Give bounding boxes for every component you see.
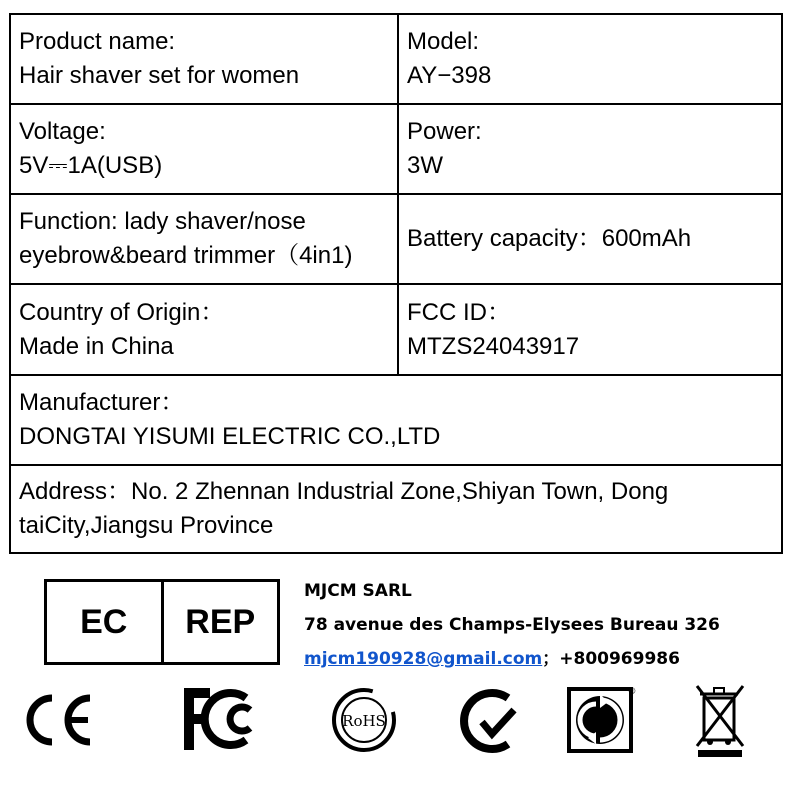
rep-contact [304, 642, 720, 676]
model-cell [399, 15, 781, 103]
certification-icons [0, 680, 800, 760]
rep-label: REP [161, 582, 278, 662]
spec-row-voltage [11, 105, 781, 195]
rep-address: 78 avenue des Champs-Elysees Bureau 326 [304, 615, 720, 635]
function-value: eyebrow&beard trimmer（4in1) [19, 242, 353, 269]
ec-label: EC [80, 602, 128, 641]
battery-capacity: Battery capacity：600mAh [407, 225, 692, 252]
rep-phone: +800969986 [559, 649, 680, 669]
address-line-2: taiCity,Jiangsu Province [19, 512, 274, 539]
address-line-1: Address：No. 2 Zhennan Industrial Zone,Shiyan Town, Dong [19, 478, 669, 505]
manufacturer-label: Manufacturer： [19, 389, 185, 416]
model-label: Model: [407, 28, 480, 55]
rep-company: MJCM SARL [304, 581, 412, 601]
weee-crossed-bin-icon [694, 682, 746, 758]
c-tick-icon [458, 688, 524, 754]
address-cell [11, 466, 781, 552]
fcc-id-cell [399, 285, 781, 374]
rep-separator: ； [542, 649, 560, 669]
spec-row-function [11, 195, 781, 285]
product-name-value: Hair shaver set for women [19, 62, 300, 89]
model-value: AY−398 [407, 62, 492, 89]
function-label: Function: lady shaver/nose [19, 208, 306, 235]
manufacturer-value: DONGTAI YISUMI ELECTRIC CO.,LTD [19, 423, 441, 450]
voltage-cell [11, 105, 399, 193]
spec-row-manufacturer [11, 376, 781, 466]
battery-cell [399, 195, 781, 283]
rep-email-link[interactable]: mjcm190928@gmail.com [304, 649, 543, 669]
voltage-label: Voltage: [19, 118, 106, 145]
ec-rep-symbol [44, 579, 280, 665]
voltage-value: 5V⎓1A(USB) [19, 152, 163, 179]
spec-row-address [11, 466, 781, 552]
origin-cell [11, 285, 399, 374]
spec-row-origin [11, 285, 781, 376]
rohs-text: RoHS [342, 712, 386, 730]
rohs-logo-icon [328, 686, 400, 754]
fcc-id-label: FCC ID： [407, 298, 511, 326]
spec-row-product [11, 15, 781, 105]
spec-table [9, 13, 783, 554]
registered-mark: ® [627, 687, 637, 697]
product-name-cell [11, 15, 399, 103]
product-name-label: Product name: [19, 28, 176, 55]
fcc-logo-icon [180, 684, 266, 754]
manufacturer-cell [11, 376, 781, 464]
power-cell [399, 105, 781, 193]
power-value: 3W [407, 152, 443, 179]
function-cell [11, 195, 399, 283]
power-label: Power: [407, 118, 482, 145]
origin-label: Country of Origin： [19, 298, 225, 326]
ce-mark-icon [16, 692, 96, 748]
ec-rep-info [304, 574, 720, 676]
fcc-id-value: MTZS24043917 [407, 332, 580, 360]
origin-value: Made in China [19, 332, 174, 360]
green-dot-recycling-icon [566, 684, 638, 754]
